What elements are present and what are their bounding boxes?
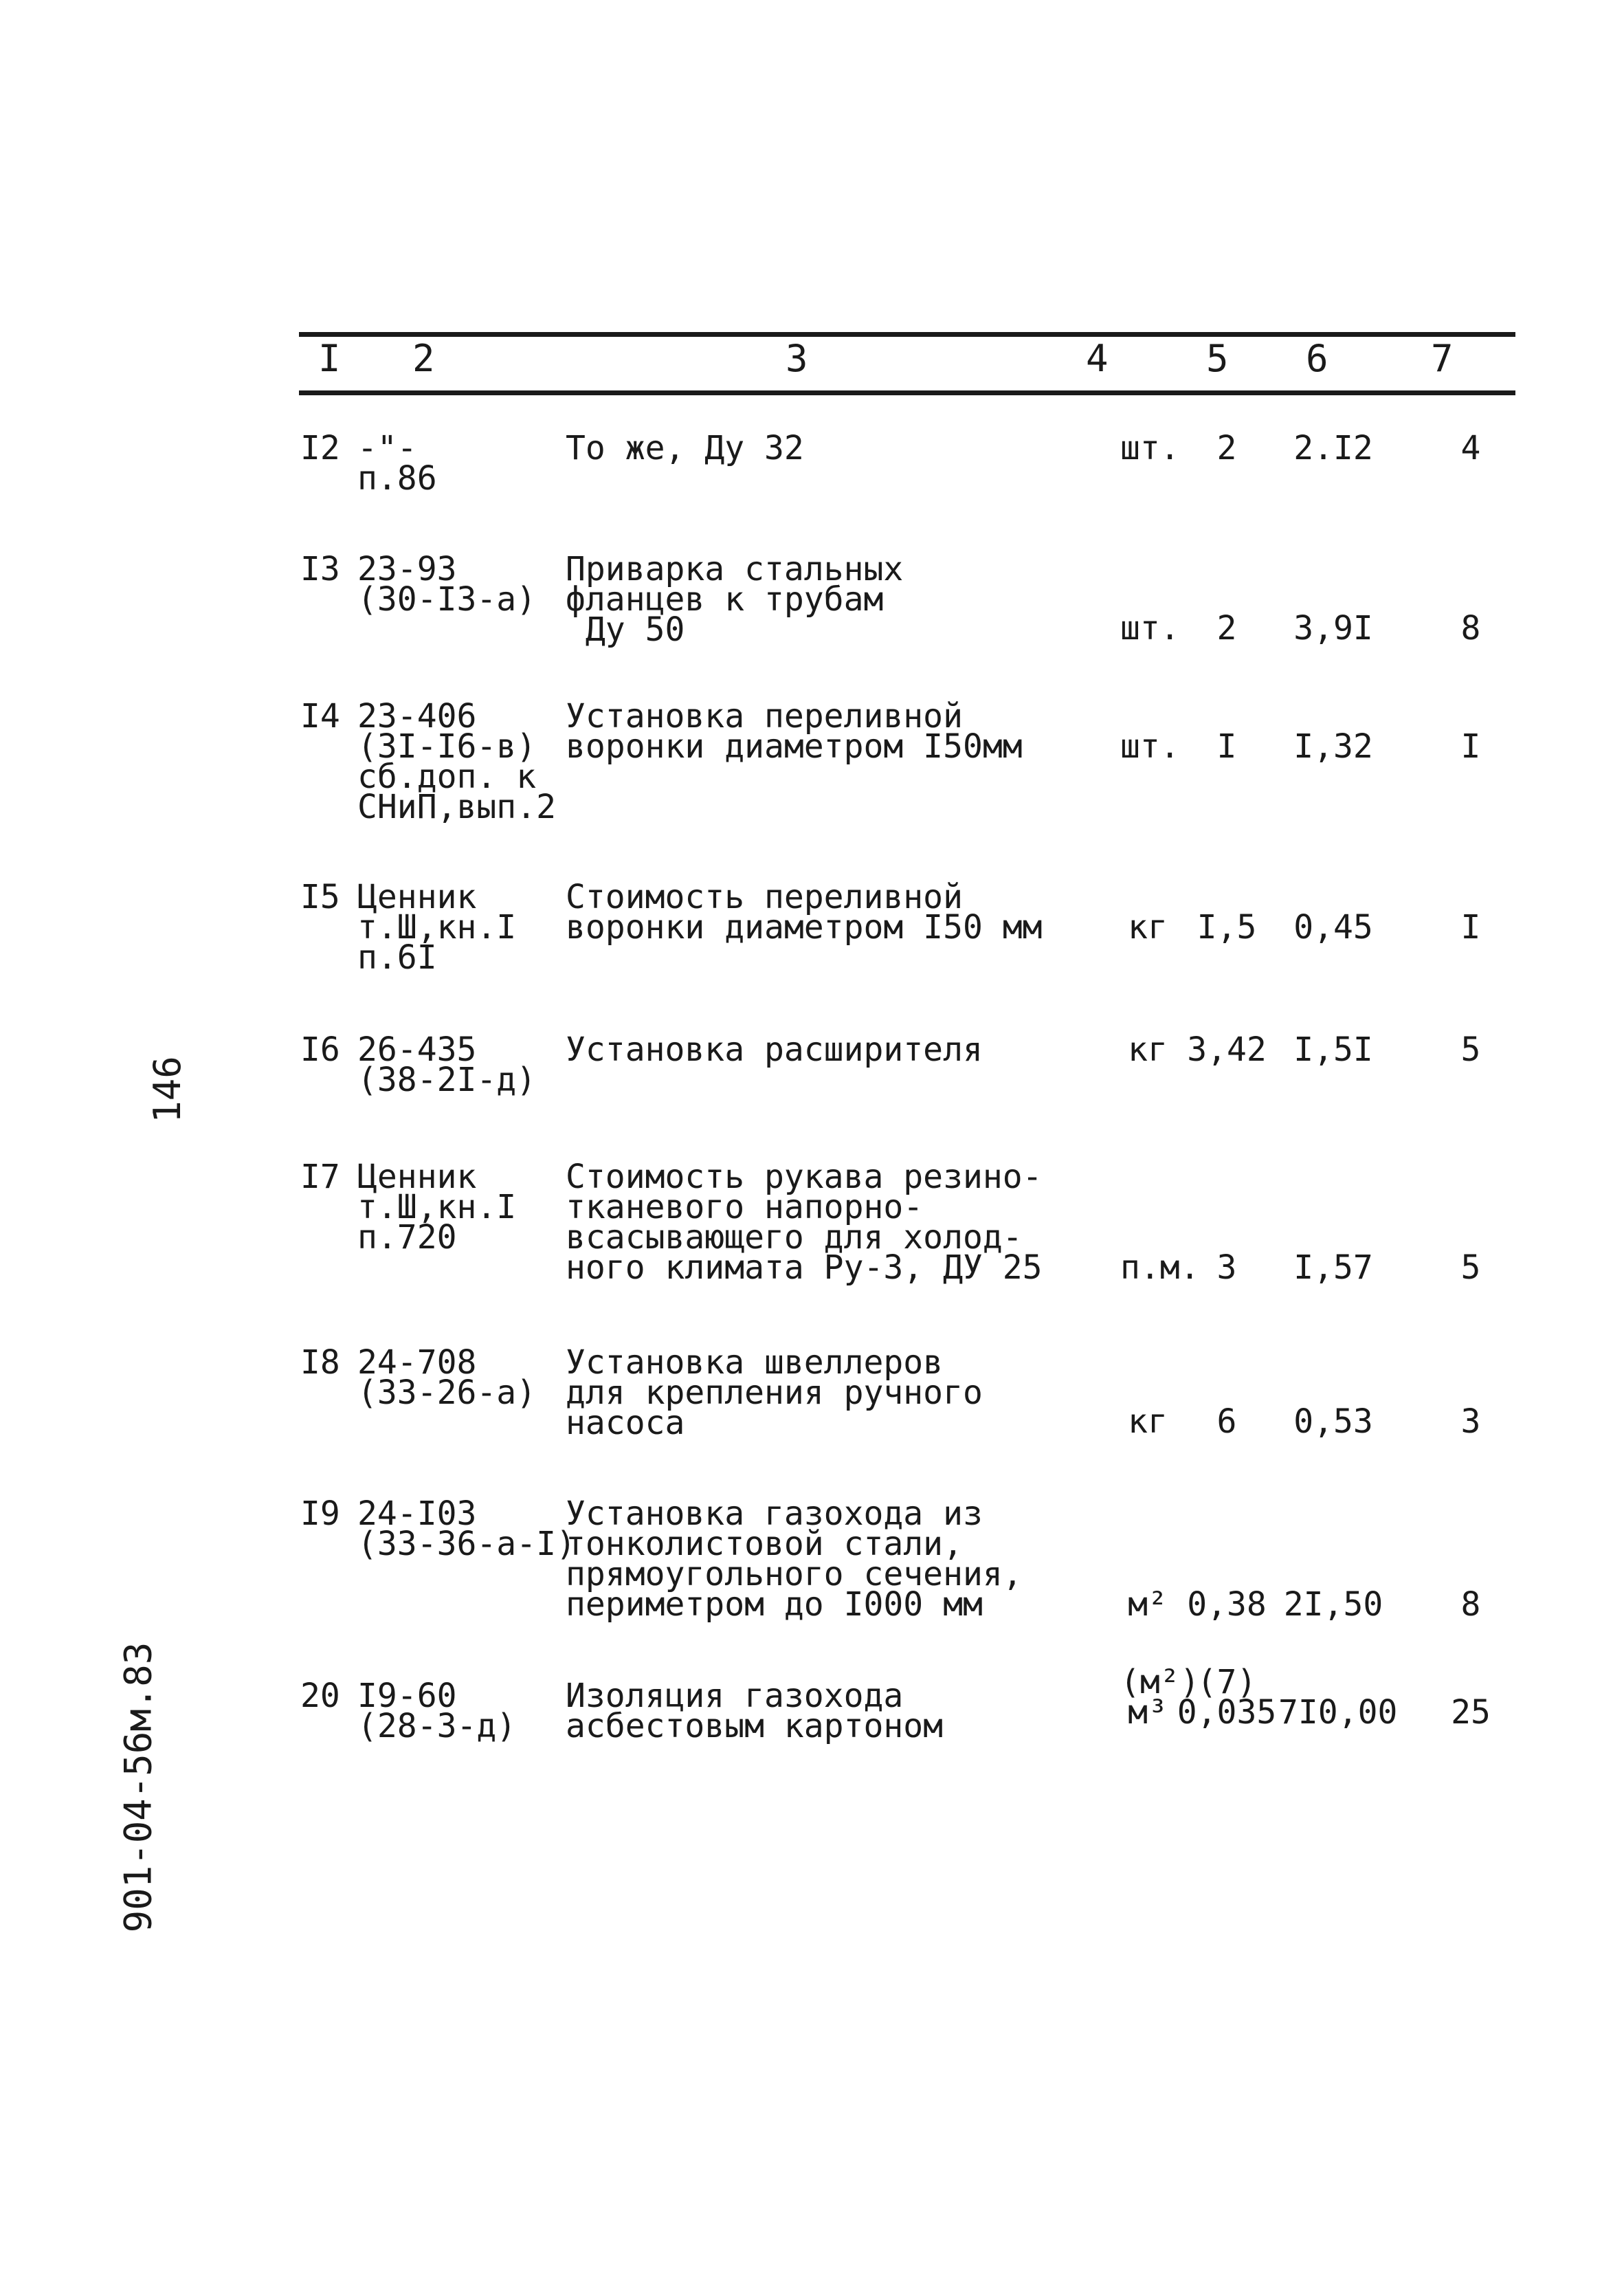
quantity: 3 — [1216, 1248, 1237, 1287]
work-description: Установка швеллеров для крепления ручного насоса — [566, 1343, 983, 1442]
column-header: 3 — [786, 337, 808, 380]
unit-price: 0,45 — [1293, 908, 1373, 947]
norm-reference: 24-708 (33-26-а) — [357, 1343, 537, 1412]
row-number: I4 — [300, 697, 340, 736]
total: 4 — [1460, 429, 1481, 467]
column-header: 6 — [1306, 337, 1328, 380]
quantity: I — [1216, 727, 1237, 766]
work-description: Установка газохода из тонколистовой стали, прямоугольного сечения, периметром до I000 мм — [566, 1494, 1023, 1624]
table-header-rule — [299, 390, 1515, 395]
column-header: 4 — [1086, 337, 1109, 380]
unit-price: 2I,50 — [1283, 1585, 1383, 1624]
row-number: I3 — [300, 550, 340, 588]
column-header: 5 — [1206, 337, 1229, 380]
total: I — [1460, 727, 1481, 766]
row-number: 20 — [300, 1677, 340, 1715]
norm-reference: -"- п.86 — [357, 429, 437, 498]
row-number: I6 — [300, 1030, 340, 1069]
unit: шт. — [1120, 609, 1180, 648]
norm-reference: 23-406 (3I-I6-в) сб.доп. к СНиП,вып.2 — [357, 697, 556, 826]
unit-price: I,32 — [1293, 727, 1373, 766]
row-number: I2 — [300, 429, 340, 467]
quantity: 6 — [1216, 1402, 1237, 1441]
unit: кг — [1128, 908, 1168, 947]
column-header: 7 — [1431, 337, 1454, 380]
unit-price: 2.I2 — [1293, 429, 1373, 467]
work-description: Приварка стальных фланцев к трубам Ду 50 — [566, 550, 904, 649]
work-description: Стоимость переливной воронки диаметром I50 мм — [566, 878, 1043, 947]
total: 8 — [1460, 609, 1481, 648]
norm-reference: 26-435 (38-2I-д) — [357, 1030, 537, 1099]
unit: (м²) м³ — [1120, 1663, 1200, 1732]
row-number: I7 — [300, 1158, 340, 1196]
row-number: I8 — [300, 1343, 340, 1382]
document-code: 901-04-56м.83 — [116, 1642, 160, 1933]
unit: кг — [1128, 1030, 1168, 1069]
norm-reference: Ценник т.Ш,кн.I п.6I — [357, 878, 517, 977]
row-number: I9 — [300, 1494, 340, 1533]
unit: п.м. — [1120, 1248, 1200, 1287]
work-description: Установка переливной воронки диаметром I50мм — [566, 697, 1023, 766]
unit: м² — [1128, 1585, 1168, 1624]
column-header: I — [318, 337, 341, 380]
total: 8 — [1460, 1585, 1481, 1624]
work-description: Изоляция газохода асбестовым картоном — [566, 1677, 944, 1745]
quantity: (7) 0,035 — [1177, 1663, 1277, 1732]
total: 5 — [1460, 1030, 1481, 1069]
total: 25 — [1451, 1693, 1491, 1732]
unit-price: 3,9I — [1293, 609, 1373, 648]
unit: кг — [1128, 1402, 1168, 1441]
unit: шт. — [1120, 429, 1180, 467]
norm-reference: I9-60 (28-3-д) — [357, 1677, 517, 1745]
row-number: I5 — [300, 878, 340, 916]
page-number: 146 — [145, 1056, 189, 1123]
unit-price: 0,53 — [1293, 1402, 1373, 1441]
column-header: 2 — [412, 337, 435, 380]
quantity: 2 — [1216, 609, 1237, 648]
total: 3 — [1460, 1402, 1481, 1441]
total: 5 — [1460, 1248, 1481, 1287]
unit-price: I,57 — [1293, 1248, 1373, 1287]
quantity: 0,38 — [1187, 1585, 1267, 1624]
quantity: 3,42 — [1187, 1030, 1267, 1069]
norm-reference: 23-93 (30-I3-а) — [357, 550, 537, 619]
work-description: Стоимость рукава резино- тканевого напорно- всасывающего для холод- ного климата Ру-3, ДУ 25 — [566, 1158, 1043, 1287]
unit: шт. — [1120, 727, 1180, 766]
unit-price: 7I0,00 — [1278, 1693, 1398, 1732]
unit-price: I,5I — [1293, 1030, 1373, 1069]
quantity: 2 — [1216, 429, 1237, 467]
norm-reference: 24-I03 (33-36-а-I) — [357, 1494, 576, 1563]
norm-reference: Ценник т.Ш,кн.I п.720 — [357, 1158, 517, 1257]
work-description: Установка расширителя — [566, 1030, 983, 1069]
table-top-rule — [299, 332, 1515, 337]
work-description: То же, Ду 32 — [566, 429, 804, 467]
total: I — [1460, 908, 1481, 947]
quantity: I,5 — [1197, 908, 1257, 947]
